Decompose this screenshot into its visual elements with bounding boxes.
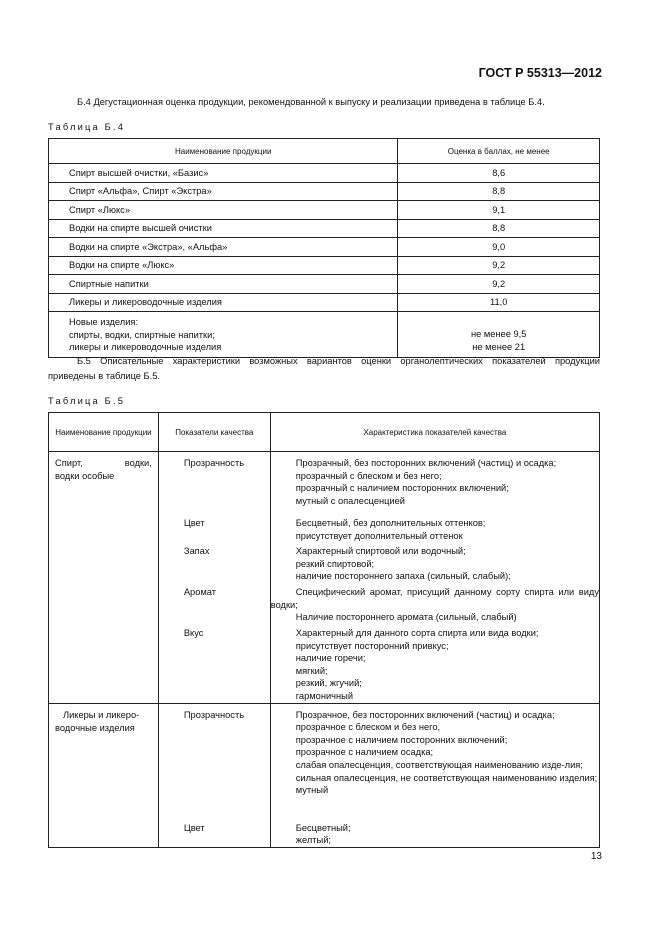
paragraph-b5-line: Б.5 Описательные характеристики возможных вариантов оценки органолептических показателей продукции [77,356,600,366]
indicator-name: Прозрачность [183,458,245,468]
product-name: Спирт высшей очистки, «Базис» [49,164,398,183]
new-products-values [398,312,600,358]
characteristic-line: Прозрачный, без посторонних включений (частиц) и осадка; [295,458,557,468]
product-name-line: Ликеры и ликеро- [63,709,140,720]
characteristic-cell [270,703,599,847]
characteristic-line: резкий, жгучий; [295,678,362,689]
characteristic-line: мутный [295,785,329,796]
product-name-line: Спирт, водки, [55,458,152,468]
table-b5 [48,412,600,848]
new-products-line: Новые изделия: [69,317,139,327]
score-value: не менее 21 [472,341,526,352]
paragraph-b5-line: приведены в таблице Б.5. [48,371,160,381]
table-row [49,219,600,238]
characteristic-group [271,627,599,703]
table-row [49,452,600,704]
score-value: не менее 9,5 [470,329,527,339]
indicator-cell [158,703,270,847]
characteristic-group [271,517,599,545]
table-row [49,256,600,275]
table-row [49,182,600,201]
product-name-line: водочные изделия [55,722,135,733]
characteristic-line: прозрачный с блеском и без него; [295,470,442,481]
score-value: 9,1 [398,201,600,220]
indicator-name: Вкус [183,628,204,638]
characteristic-group [271,709,599,822]
product-cell [49,703,159,847]
indicator-name: Прозрачность [183,709,245,720]
indicator-name: Аромат [183,587,217,597]
score-value: 8,6 [398,164,600,183]
characteristic-line: Наличие постороннего аромата (сильный, слабый) [295,612,517,623]
characteristic-line: гармоничный [295,690,354,701]
characteristic-line: Характерный для данного сорта спирта или вида водки; [295,628,539,638]
new-products-names [49,312,398,358]
product-name: Ликеры и ликероводочные изделия [49,293,398,312]
paragraph-b5 [48,354,600,384]
product-name-line: водки особые [55,471,115,481]
characteristic-line: мутный с опалесценцией [295,495,406,506]
table-row [49,703,600,847]
characteristic-line: наличие постороннего запаха (сильный, слабый); [295,571,511,582]
table-row [49,238,600,257]
column-header-characteristic: Характеристика показателей качества [270,413,599,452]
characteristic-group [271,457,599,517]
characteristic-group [271,586,599,627]
characteristic-line: наличие горечи; [295,653,366,664]
table-row [49,275,600,294]
characteristic-line: присутствует посторонний привкус; [295,640,449,651]
table-header-row [49,413,600,452]
characteristic-line: резкий спиртовой; [295,558,375,569]
product-name: Спиртные напитки [49,275,398,294]
product-name: Спирт «Альфа», Спирт «Экстра» [49,182,398,201]
indicator-name: Цвет [183,822,205,833]
characteristic-line: желтый; [295,835,331,846]
table-header-row [49,139,600,164]
score-value: 9,2 [398,256,600,275]
column-header-indicator: Показатели качества [158,413,270,452]
product-name: Водки на спирте «Люкс» [49,256,398,275]
characteristic-group [271,822,599,847]
score-value: 9,0 [398,238,600,257]
score-value: 11,0 [398,293,600,312]
table-row [49,201,600,220]
table-b4-caption: Таблица Б.4 [48,122,126,132]
characteristic-line: прозрачное с наличием посторонних включений; [295,734,508,745]
characteristic-group [271,545,599,586]
score-value: 9,2 [398,275,600,294]
table-row [49,164,600,183]
characteristic-line: Бесцветный, без дополнительных оттенков; [295,518,486,528]
score-value: 8,8 [398,219,600,238]
indicator-name: Цвет [183,518,205,528]
table-b4 [48,138,600,358]
document-code: ГОСТ Р 55313—2012 [478,66,602,80]
product-name: Водки на спирте высшей очистки [49,219,398,238]
paragraph-b4: Б.4 Дегустационная оценка продукции, рекомендованной к выпуску и реализации приведена в таблице Б.4. [77,97,545,107]
new-products-line: спирты, водки, спиртные напитки; [69,329,215,340]
score-value: 8,8 [398,182,600,201]
product-cell [49,452,159,704]
characteristic-line: Характерный спиртовой или водочный; [295,546,466,556]
indicator-cell [158,452,270,704]
column-header-score: Оценка в баллах, не менее [398,139,600,164]
product-name: Спирт «Люкс» [49,201,398,220]
characteristic-line: прозрачное с наличием осадка; [295,747,434,758]
column-header-product: Наименование продукции [49,413,159,452]
characteristic-line: слабая опалесценция, соответствующая наименованию изде-лия; [295,759,583,770]
column-header-product: Наименование продукции [49,139,398,164]
characteristic-cell [270,452,599,704]
new-products-line: ликеры и ликероводочные изделия [69,342,222,352]
characteristic-line: Специфический аромат, присущий данному сорту спирта или виду водки; [270,587,599,610]
table-row [49,293,600,312]
characteristic-line: прозрачное с блеском и без него, [295,722,441,733]
page-number: 13 [590,851,602,862]
table-b5-caption: Таблица Б.5 [48,396,126,406]
indicator-name: Запах [183,546,210,556]
characteristic-line: мягкий; [295,665,328,676]
characteristic-line: Бесцветный; [295,822,351,833]
characteristic-line: Прозрачное, без посторонних включений (частиц) и осадка; [295,709,555,720]
product-name: Водки на спирте «Экстра», «Альфа» [49,238,398,257]
characteristic-line: прозрачный с наличием посторонних включений; [295,483,509,494]
characteristic-line: присутствует дополнительный оттенок [295,530,463,541]
table-row-new-products [49,312,600,358]
characteristic-line: сильная опалесценция, не соответствующая наименованию изделия; [295,772,598,783]
